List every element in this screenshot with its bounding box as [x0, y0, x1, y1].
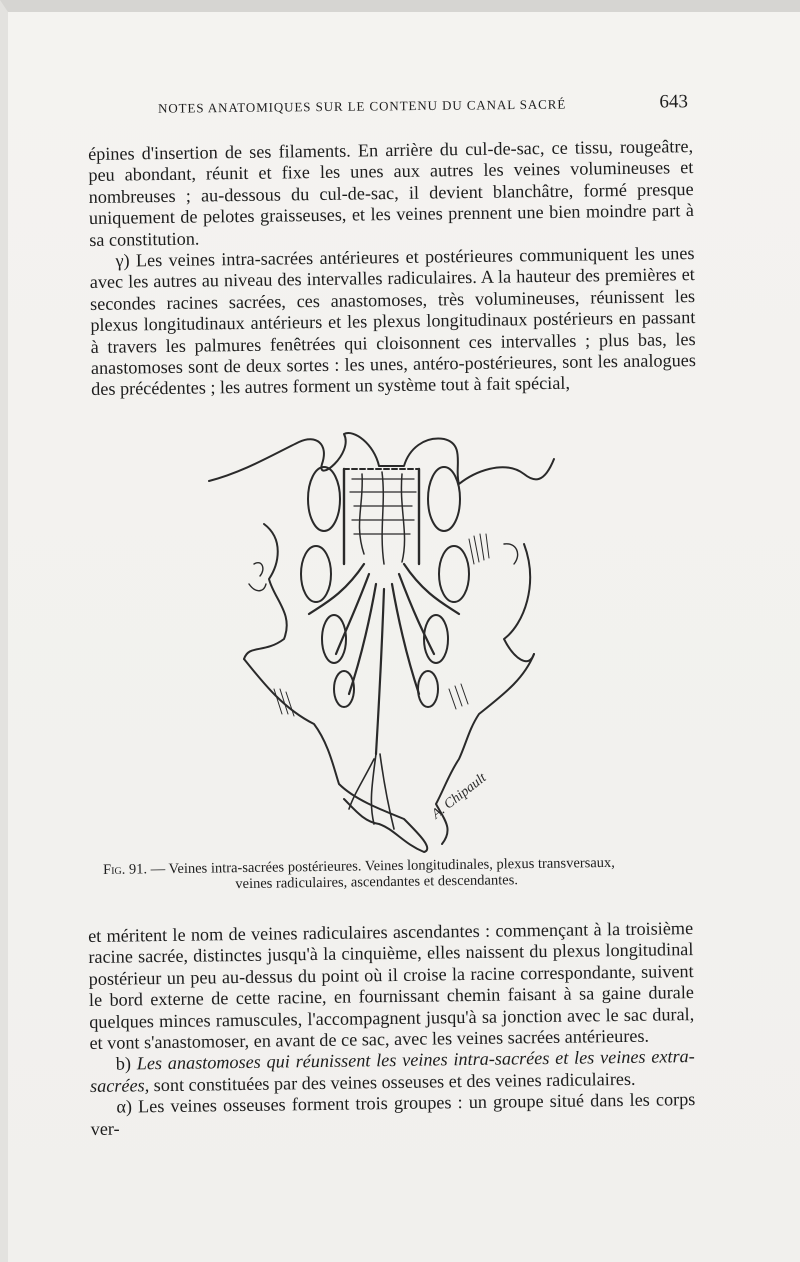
sacrum-veins-drawing	[204, 424, 580, 854]
hatching-right	[469, 534, 489, 564]
page-header	[158, 91, 688, 119]
hatching-lower-right	[449, 684, 468, 709]
left-lateral-outline	[244, 524, 287, 659]
paragraph-italic: Les anastomoses qui réunissent les veines intra-sacrées et les veines extra-sacrées,	[89, 1046, 695, 1096]
paragraph-rest: sont constituées par des veines osseuses et des veines radiculaires.	[153, 1068, 636, 1095]
sacrum-right-outline	[436, 654, 534, 844]
sacrum-upper-outline	[209, 433, 554, 484]
figure-illustration	[204, 424, 580, 854]
canal-walls	[344, 469, 419, 564]
foramen-left-2	[301, 546, 331, 602]
body-text-top	[88, 136, 696, 401]
paragraph: et méritent le nom de veines radiculaires ascendantes : commençant à la troisième racine sacrée, distinctes jusqu'à la cinquième, elles naissent du plexus longitudinal postérieur un peu au-dessus du point où il croise la racine correspondante, suivent le bord externe de cette racine, en fournissant chemin faisant à sa gaine durale quelques minces ramuscules, l'accompagnent jusqu'à sa jonction avec le sac dural, et vont s'anastomoser, en avant de ce sac, avec les veines sacrées antérieures.	[88, 918, 695, 1054]
right-lateral-outline	[504, 544, 534, 661]
left-bone-marks	[249, 563, 266, 591]
caption-dash: —	[150, 861, 166, 878]
foramen-right-1	[428, 467, 460, 531]
right-bone-marks	[504, 544, 518, 564]
paragraph: γ) Les veines intra-sacrées antérieures et postérieures communiquent les unes avec les autres au niveau des intervalles radiculaires. A la hauteur des premières et secondes racines sacrées, ces anastomoses, très volumineuses, réunissent les plexus longitudinaux antérieurs et les plexus longitudinaux postérieurs en passant à travers les palmures fenêtrées qui cloisonnent ces intervalles ; plus bas, les anastomoses sont de deux sortes : les unes, antéro-postérieures, sont les analogues des précédentes ; les autres forment un système tout à fait spécial,	[89, 243, 697, 400]
paragraph-marker: b)	[115, 1053, 132, 1075]
paragraph: α) Les veines osseuses forment trois groupes : un groupe situé dans les corps ver-	[90, 1089, 696, 1139]
radicular-veins	[309, 564, 459, 754]
artist-signature: A. Chipault	[429, 770, 490, 823]
caption-line-1: Veines intra-sacrées postérieures. Veines longitudinales, plexus transversaux,	[168, 854, 615, 878]
foramen-right-2	[439, 546, 469, 602]
hatching-left	[274, 689, 294, 716]
foramen-left-1	[308, 467, 340, 531]
body-text-bottom	[88, 918, 696, 1140]
longitudinal-veins	[359, 472, 404, 564]
caption-line-2: veines radiculaires, ascendantes et descendantes.	[235, 872, 519, 893]
page-number: 643	[659, 91, 689, 113]
terminal-filaments	[349, 754, 394, 829]
figure-caption	[103, 854, 703, 894]
caption-label: Fig. 91.	[103, 861, 148, 878]
paragraph: épines d'insertion de ses filaments. En arrière du cul-de-sac, ce tissu, rougeâtre, peu abondant, réunit et fixe les unes aux autres les veines volumineuses et nombreuses ; au-dessous du cul-de-sac, il devient blanchâtre, formé presque uniquement de pelotes graisseuses, et les veines prennent une bien moindre part à sa constitution.	[88, 136, 695, 250]
running-head: NOTES ANATOMIQUES SUR LE CONTENU DU CANAL SACRÉ	[157, 96, 567, 116]
foramen-right-4	[418, 671, 438, 707]
sacrum-left-outline	[244, 659, 427, 852]
